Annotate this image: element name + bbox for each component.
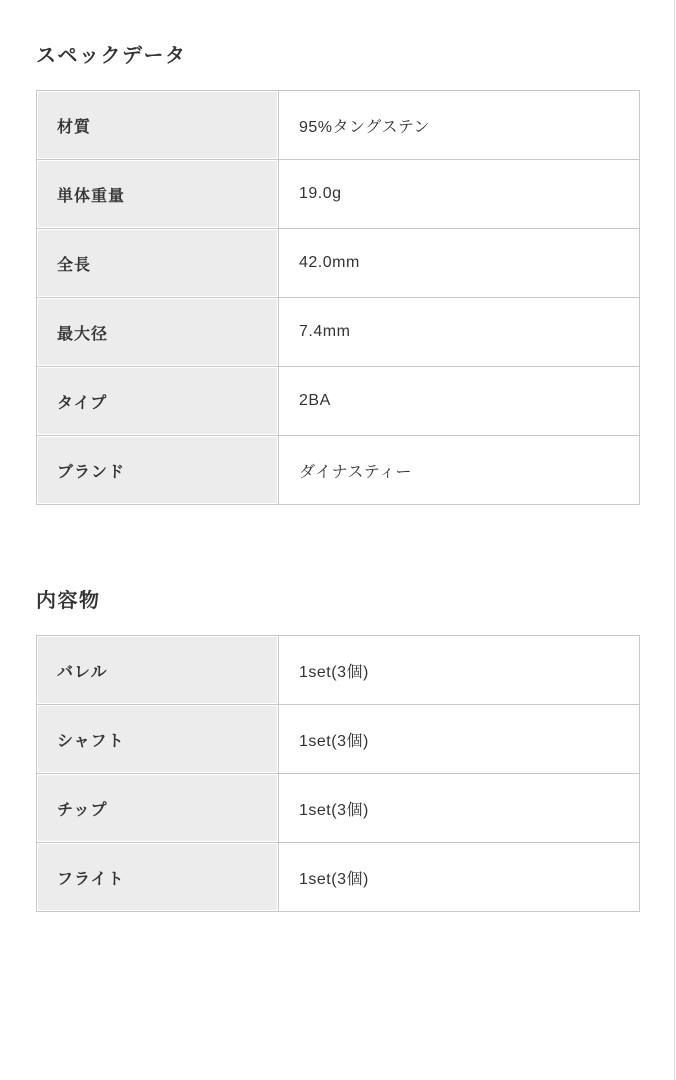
table-row (37, 160, 640, 229)
table-row (37, 367, 640, 436)
row-label: 全長 (37, 229, 279, 298)
table-row (37, 91, 640, 160)
row-value: 1set(3個) (279, 774, 640, 843)
section-title-spec-data: スペックデータ (36, 45, 187, 67)
row-value: 1set(3個) (279, 636, 640, 705)
row-label: 単体重量 (37, 160, 279, 229)
row-value: 1set(3個) (279, 705, 640, 774)
page-right-border-line (674, 0, 675, 1080)
table-row (37, 843, 640, 912)
row-label: 最大径 (37, 298, 279, 367)
row-label: シャフト (37, 705, 279, 774)
row-value: ダイナスティー (279, 436, 640, 505)
row-value: 7.4mm (279, 298, 640, 367)
spec-data-table (36, 90, 640, 505)
row-value: 2BA (279, 367, 640, 436)
row-label: タイプ (37, 367, 279, 436)
row-value: 19.0g (279, 160, 640, 229)
section-title-contents: 内容物 (36, 590, 101, 612)
row-label: バレル (37, 636, 279, 705)
row-value: 95%タングステン (279, 91, 640, 160)
contents-table (36, 635, 640, 912)
table-row (37, 436, 640, 505)
spec-data-section (36, 0, 640, 505)
table-row (37, 229, 640, 298)
row-value: 42.0mm (279, 229, 640, 298)
row-label: チップ (37, 774, 279, 843)
table-row (37, 636, 640, 705)
table-row (37, 774, 640, 843)
row-label: フライト (37, 843, 279, 912)
row-label: 材質 (37, 91, 279, 160)
table-row (37, 298, 640, 367)
row-value: 1set(3個) (279, 843, 640, 912)
row-label: ブランド (37, 436, 279, 505)
contents-section (36, 587, 640, 912)
table-row (37, 705, 640, 774)
